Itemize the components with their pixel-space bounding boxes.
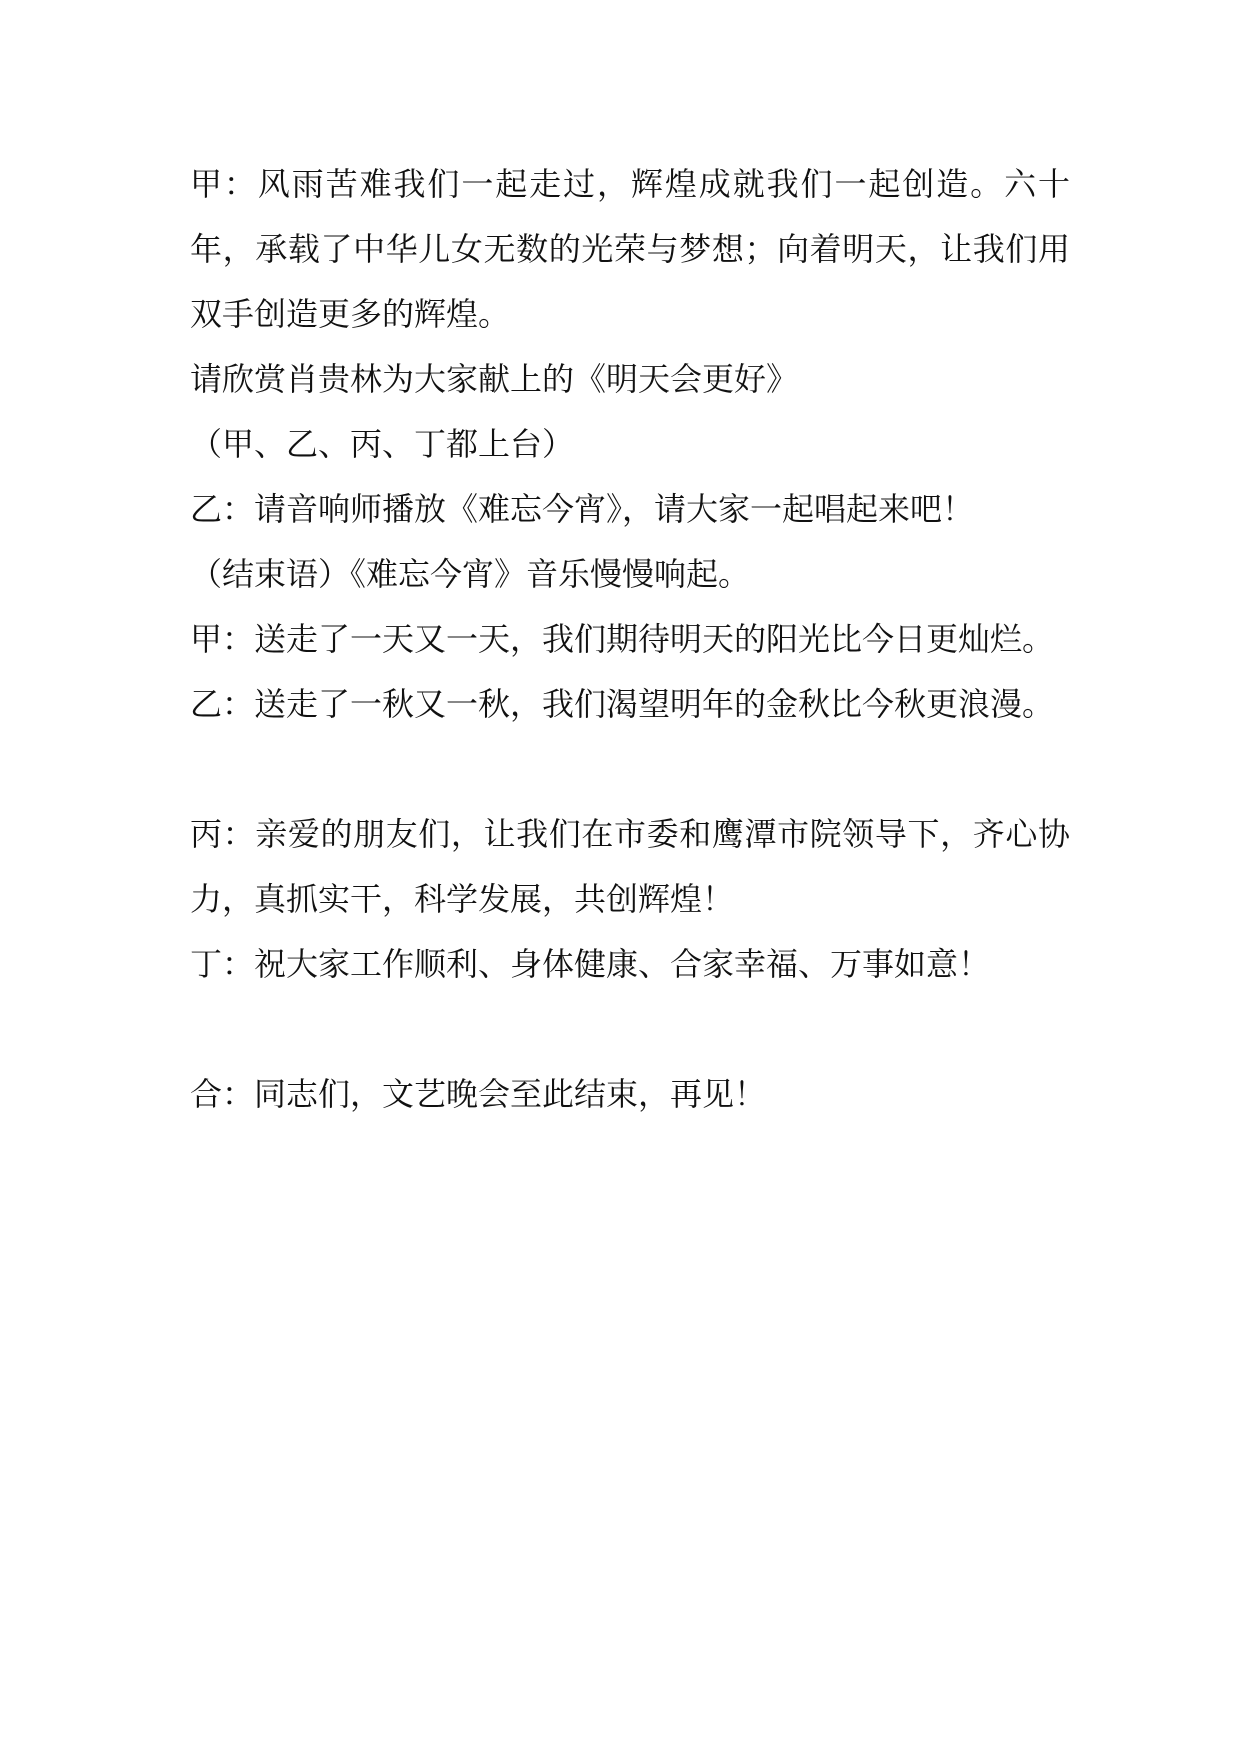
paragraph-farewell: 合：同志们，文艺晚会至此结束，再见！ <box>190 1075 767 1113</box>
paragraph-opening: 甲：风雨苦难我们一起走过，辉煌成就我们一起创造。六十年，承载了中华儿女无数的光荣与梦想；向着明天，让我们用双手创造更多的辉煌。 <box>190 165 1070 333</box>
paragraph-autumn-line: 乙：送走了一秋又一秋，我们渴望明年的金秋比今秋更浪漫。 <box>190 685 1055 723</box>
blank-line <box>190 737 1070 802</box>
paragraph-closing-remark: （结束语）《难忘今宵》音乐慢慢响起。 <box>190 555 751 593</box>
paragraph-friends: 丙：亲爱的朋友们，让我们在市委和鹰潭市院领导下，齐心协力，真抓实干，科学发展，共创辉煌！ <box>190 815 1070 918</box>
paragraph-day-line: 甲：送走了一天又一天，我们期待明天的阳光比今日更灿烂。 <box>190 620 1055 658</box>
document-body <box>190 152 1070 1127</box>
paragraph-music-request: 乙：请音响师播放《难忘今宵》，请大家一起唱起来吧！ <box>190 490 975 528</box>
blank-line <box>190 997 1070 1062</box>
paragraph-stage-direction: （甲、乙、丙、丁都上台） <box>190 425 575 463</box>
paragraph-wishes: 丁：祝大家工作顺利、身体健康、合家幸福、万事如意！ <box>190 945 991 983</box>
paragraph-song-intro: 请欣赏肖贵林为大家献上的《明天会更好》 <box>190 360 799 398</box>
